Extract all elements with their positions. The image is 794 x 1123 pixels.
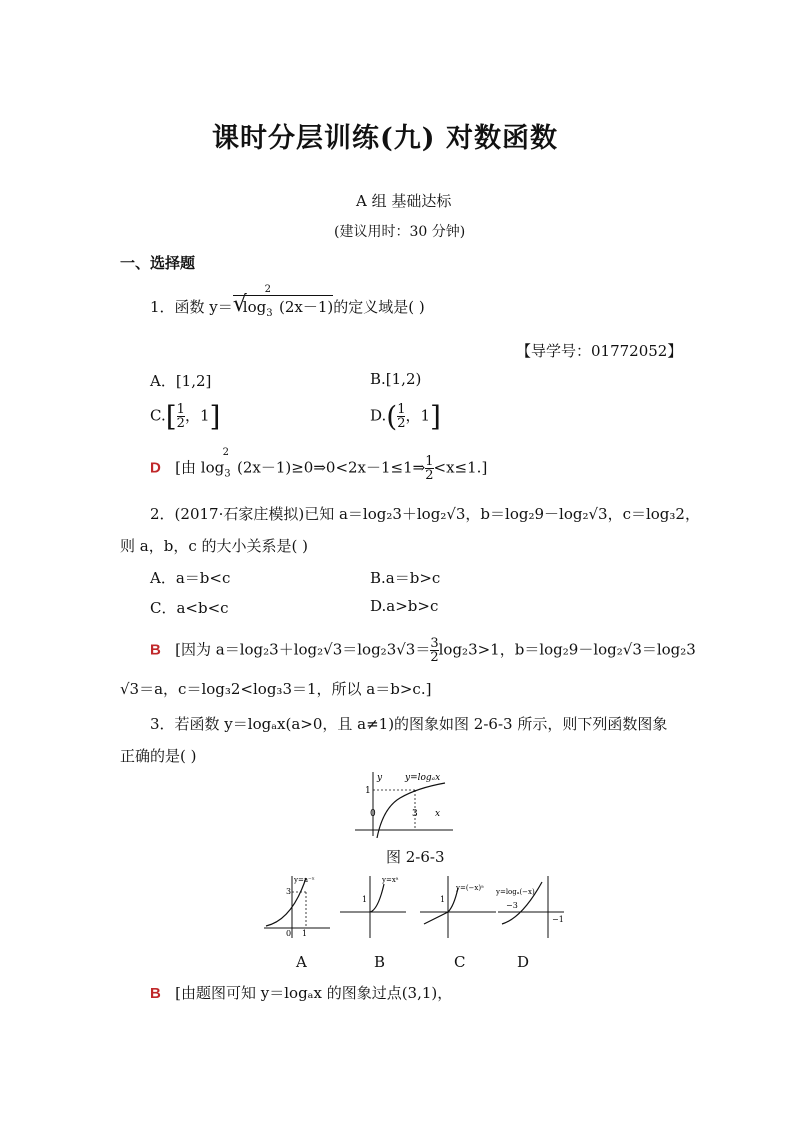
graph-c-tick-1: 1 — [440, 895, 446, 904]
q2-option-d: D.a>b>c — [370, 597, 439, 615]
fig-origin: 0 — [370, 809, 376, 819]
q2-option-a: A．a＝b<c — [150, 569, 231, 587]
fig-label-y: y — [377, 773, 383, 783]
q1-base: 3 — [266, 308, 273, 319]
time-hint: (建议用时：30 分钟) — [334, 224, 466, 240]
graph-label-a: A — [296, 953, 307, 971]
q2-answer: B — [150, 641, 161, 659]
q1-solution: D [由 $\log_3^2(2x-1)\ge 0\Rightarrow 0<2x-1\le 1\Rightarrow$ $\frac{1}{2}$ <x≤1.] — [150, 446, 488, 483]
graph-b-tick-1: 1 — [362, 895, 368, 904]
figure-log-graph — [345, 768, 455, 838]
graph-d-fn: y=logₐ(−x) — [496, 888, 535, 896]
q1-radicand-log: log — [242, 298, 267, 316]
q2-option-c: C．a<b<c — [150, 599, 229, 617]
graph-a — [262, 872, 332, 942]
q3-stem-line1: 3．若函数 y＝logₐx(a>0，且 a≠1)的图象如图 2-6-3 所示，则下列函数图象 — [150, 715, 668, 733]
graph-b — [338, 872, 408, 942]
q1-answer: D — [150, 459, 161, 477]
graph-a-curve — [266, 878, 306, 926]
q3-solution: B [由题图可知 y＝logₐx 的图象过点(3,1)， — [150, 984, 453, 1002]
graph-c-curve — [424, 888, 458, 924]
q1-exp: 2 — [264, 284, 271, 295]
q1-suffix: 的定义域是( ) — [333, 298, 425, 316]
q1-option-c: C.[ $\frac{1}{2}$ ，1] — [150, 400, 221, 433]
q2-solution-line2: √3＝a，c＝log₃2<log₃3＝1，所以 a＝b>c.] — [120, 680, 432, 698]
q1-stem — [150, 284, 425, 319]
q2-option-b: B.a＝b>c — [370, 569, 441, 587]
q1-option-b: B.[1,2) — [370, 370, 422, 388]
fig-tick-1: 1 — [365, 786, 371, 796]
figure-caption: 图 2-6-3 — [386, 848, 445, 866]
graph-label-b: B — [374, 953, 386, 971]
q2-stem-line1: 2．(2017·石家庄模拟)已知 a＝log₂3＋log₂√3，b＝log₂9－log₂√3，c＝log₃2， — [150, 505, 700, 523]
section-heading: 一、选择题 — [120, 254, 196, 272]
fig-tick-3: 3 — [412, 809, 418, 819]
graph-b-curve — [370, 884, 384, 912]
graph-d-tick-neg1: −1 — [552, 915, 564, 924]
graph-a-origin: 0 — [286, 929, 292, 938]
graph-label-d: D — [517, 953, 530, 971]
q2-stem-line2: 则 a，b，c 的大小关系是( ) — [120, 537, 308, 555]
graph-b-fn: y=xᵃ — [382, 876, 399, 884]
q1-radicand-arg: (2x－1) — [278, 298, 334, 316]
graph-a-tick-3: 3 — [286, 887, 292, 896]
graph-d-tick-neg3: −3 — [506, 901, 518, 910]
q1-radical: √ $\log_3^2(2x-1)$ — [232, 284, 334, 319]
graph-c-fn: y=(−x)ᵃ — [456, 884, 484, 892]
graph-a-tick-1: 1 — [302, 929, 308, 938]
q2-solution-line1: B [因为 a＝log₂3＋log₂√3＝log₂3√3＝ $\frac{3}{2}$ log₂3>1，b＝log₂9－log₂√3＝log₂3 — [150, 636, 696, 665]
q1-guide-number: 【导学号：01772052】 — [516, 342, 683, 360]
q3-answer: B — [150, 985, 161, 1002]
graph-c — [418, 872, 498, 942]
graph-a-fn: y=a⁻ˣ — [294, 876, 315, 884]
q1-option-d: D.( $\frac{1}{2}$ ，1] — [370, 400, 441, 433]
fig-label-x: x — [435, 809, 441, 819]
group-heading: A 组 基础达标 — [356, 192, 452, 210]
q3-stem-line2: 正确的是( ) — [120, 747, 197, 765]
q1-prefix: 1．函数 y＝ — [150, 298, 233, 316]
fig-label-fn: y=logₐx — [405, 773, 441, 783]
graph-label-c: C — [454, 953, 466, 971]
graph-d — [496, 872, 566, 942]
page-title: 课时分层训练(九) 对数函数 — [212, 123, 558, 154]
q1-option-a: A．[1,2] — [150, 372, 212, 390]
